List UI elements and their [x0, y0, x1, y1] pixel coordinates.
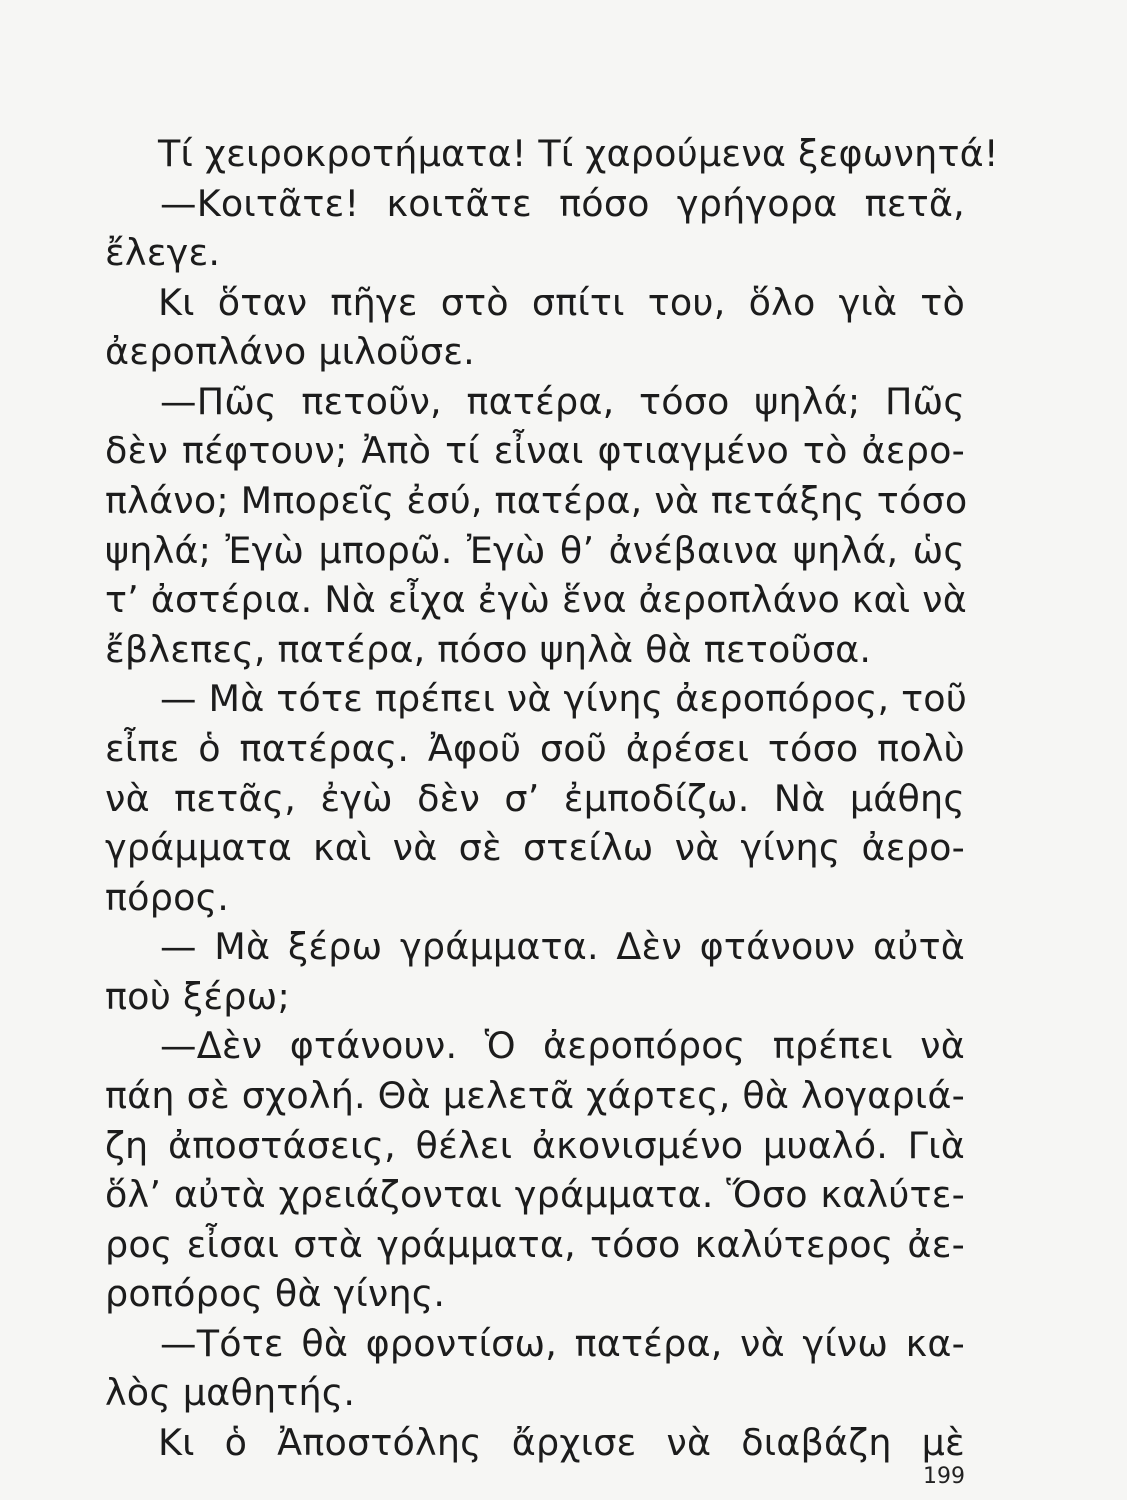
text-line: πλάνο; Μπορεῖς ἐσύ, πατέρα, νὰ πετάξης τόσο — [105, 479, 968, 522]
text-line: ροπόρος θὰ γίνης. — [105, 1272, 446, 1315]
text-line: —Τότε θὰ φροντίσω, πατέρα, νὰ γίνω κα- — [160, 1322, 965, 1365]
text-line: τ’ ἀστέρια. Νὰ εἶχα ἐγὼ ἕνα ἀεροπλάνο καὶ νὰ — [105, 578, 967, 621]
text-line: ρος εἶσαι στὰ γράμματα, τόσο καλύτερος ἀε- — [105, 1223, 965, 1266]
text-line: ζη ἀποστάσεις, θέλει ἀκονισμένο μυαλό. Γιὰ — [105, 1124, 965, 1167]
text-line: — Μὰ ξέρω γράμματα. Δὲν φτάνουν αὐτὰ — [160, 925, 965, 968]
text-line: λὸς μαθητής. — [105, 1371, 356, 1414]
text-line: ποὺ ξέρω; — [105, 975, 290, 1018]
text-line: ἀεροπλάνο μιλοῦσε. — [105, 330, 475, 373]
text-line: πόρος. — [105, 876, 230, 919]
text-line: εἶπε ὁ πατέρας. Ἀφοῦ σοῦ ἀρέσει τόσο πολὺ — [105, 727, 965, 770]
text-line: νὰ πετᾶς, ἐγὼ δὲν σ’ ἐμποδίζω. Νὰ μάθης — [105, 777, 965, 820]
text-line: δὲν πέφτουν; Ἀπὸ τί εἶναι φτιαγμένο τὸ ἀερο- — [105, 429, 965, 472]
text-line: Κι ὁ Ἀποστόλης ἄρχισε νὰ διαβάζη μὲ — [158, 1421, 965, 1464]
text-line: Κι ὅταν πῆγε στὸ σπίτι του, ὅλο γιὰ τὸ — [158, 281, 965, 324]
text-line: Τί χειροκροτήματα! Τί χαρούμενα ξεφωνητά! — [158, 132, 999, 175]
text-line: ψηλά; Ἐγὼ μπορῶ. Ἐγὼ θ’ ἀνέβαινα ψηλά, ὡς — [105, 529, 965, 572]
text-line: ἔλεγε. — [105, 231, 221, 274]
text-line: πάη σὲ σχολή. Θὰ μελετᾶ χάρτες, θὰ λογαριά- — [105, 1074, 965, 1117]
text-line: — Μὰ τότε πρέπει νὰ γίνης ἀεροπόρος, τοῦ — [160, 677, 968, 720]
text-line: —Κοιτᾶτε! κοιτᾶτε πόσο γρήγορα πετᾶ, — [160, 182, 965, 225]
text-line: ἔβλεπες, πατέρα, πόσο ψηλὰ θὰ πετοῦσα. — [105, 628, 872, 671]
text-line: γράμματα καὶ νὰ σὲ στείλω νὰ γίνης ἀερο- — [105, 826, 965, 869]
text-line: —Δὲν φτάνουν. Ὁ ἀεροπόρος πρέπει νὰ — [160, 1024, 965, 1067]
text-line: —Πῶς πετοῦν, πατέρα, τόσο ψηλά; Πῶς — [160, 380, 965, 423]
text-line: ὅλ’ αὐτὰ χρειάζονται γράμματα. Ὅσο καλύτε- — [105, 1173, 965, 1216]
page-number: 199 — [923, 1464, 965, 1489]
